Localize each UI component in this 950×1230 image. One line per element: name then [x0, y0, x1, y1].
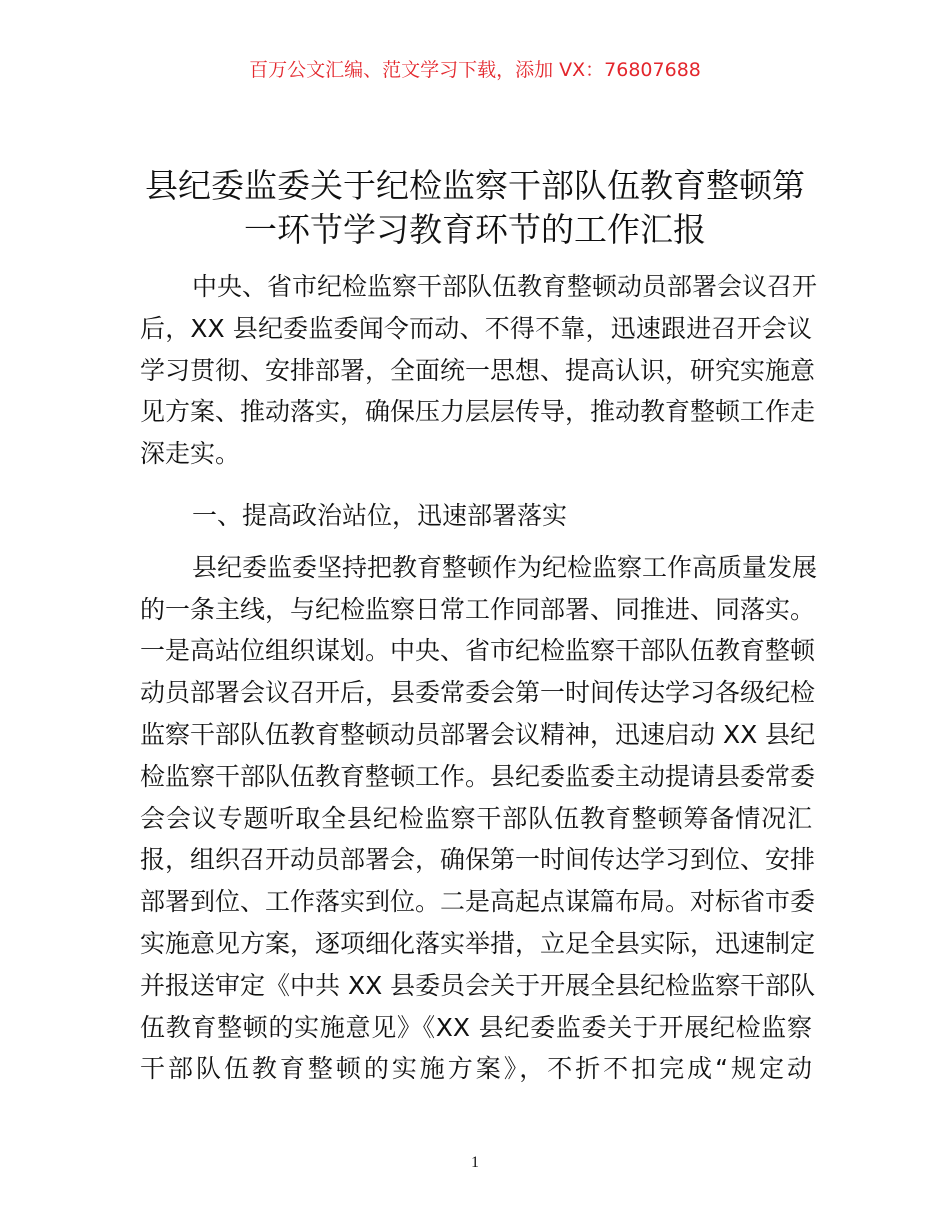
document-body: [140, 266, 818, 1090]
title-line: 县纪委监委关于纪检监察干部队伍教育整顿第: [145, 166, 805, 205]
text-line: 见方案、推动落实，确保压力层层传导，推动教育整顿工作走: [140, 397, 816, 427]
document-title: [120, 164, 830, 252]
text-line: 检监察干部队伍教育整顿工作。县纪委监委主动提请县委常委: [140, 761, 816, 791]
text-line: 动员部署会议召开后，县委常委会第一时间传达学习各级纪检: [140, 678, 816, 708]
paragraph-section-1: [140, 547, 818, 1090]
page-number: 1: [471, 1154, 479, 1171]
text-line: 会会议专题听取全县纪检监察干部队伍教育整顿筹备情况汇: [140, 803, 812, 833]
text-line: 学习贯彻、安排部署，全面统一思想、提高认识，研究实施意: [140, 355, 816, 385]
watermark-header: 百万公文汇编、范文学习下载，添加 VX：76807688: [249, 59, 701, 81]
text-line: 的一条主线，与纪检监察日常工作同部署、同推进、同落实。: [140, 594, 816, 624]
text-line: 中央、省市纪检监察干部队伍教育整顿动员部署会议召开: [192, 272, 818, 301]
text-line: 并报送审定《中共 XX 县委员会关于开展全县纪检监察干部队: [140, 970, 816, 1000]
text-line: 监察干部队伍教育整顿动员部署会议精神，迅速启动 XX 县纪: [140, 719, 816, 749]
text-line: 后，XX 县纪委监委闻令而动、不得不靠，迅速跟进召开会议: [140, 313, 812, 343]
text-line: 实施意见方案，逐项细化落实举措，立足全县实际，迅速制定: [140, 928, 816, 958]
title-line: 一环节学习教育环节的工作汇报: [244, 210, 706, 249]
paragraph-intro: [140, 266, 818, 475]
text-line: 县纪委监委坚持把教育整顿作为纪检监察工作高质量发展: [192, 552, 818, 582]
text-line: 部署到位、工作落实到位。二是高起点谋篇布局。对标省市委: [140, 887, 816, 917]
text-line: 干部队伍教育整顿的实施方案》，不折不扣完成“规定动: [140, 1054, 812, 1084]
section-heading: 一、提高政治站位，迅速部署落实: [192, 500, 568, 530]
text-line: 报，组织召开动员部署会，确保第一时间传达学习到位、安排: [140, 845, 816, 875]
text-line: 一是高站位组织谋划。中央、省市纪检监察干部队伍教育整顿: [140, 636, 816, 666]
text-line: 伍教育整顿的实施意见》《XX 县纪委监委关于开展纪检监察: [140, 1012, 812, 1042]
text-line: 深走实。: [140, 439, 241, 469]
